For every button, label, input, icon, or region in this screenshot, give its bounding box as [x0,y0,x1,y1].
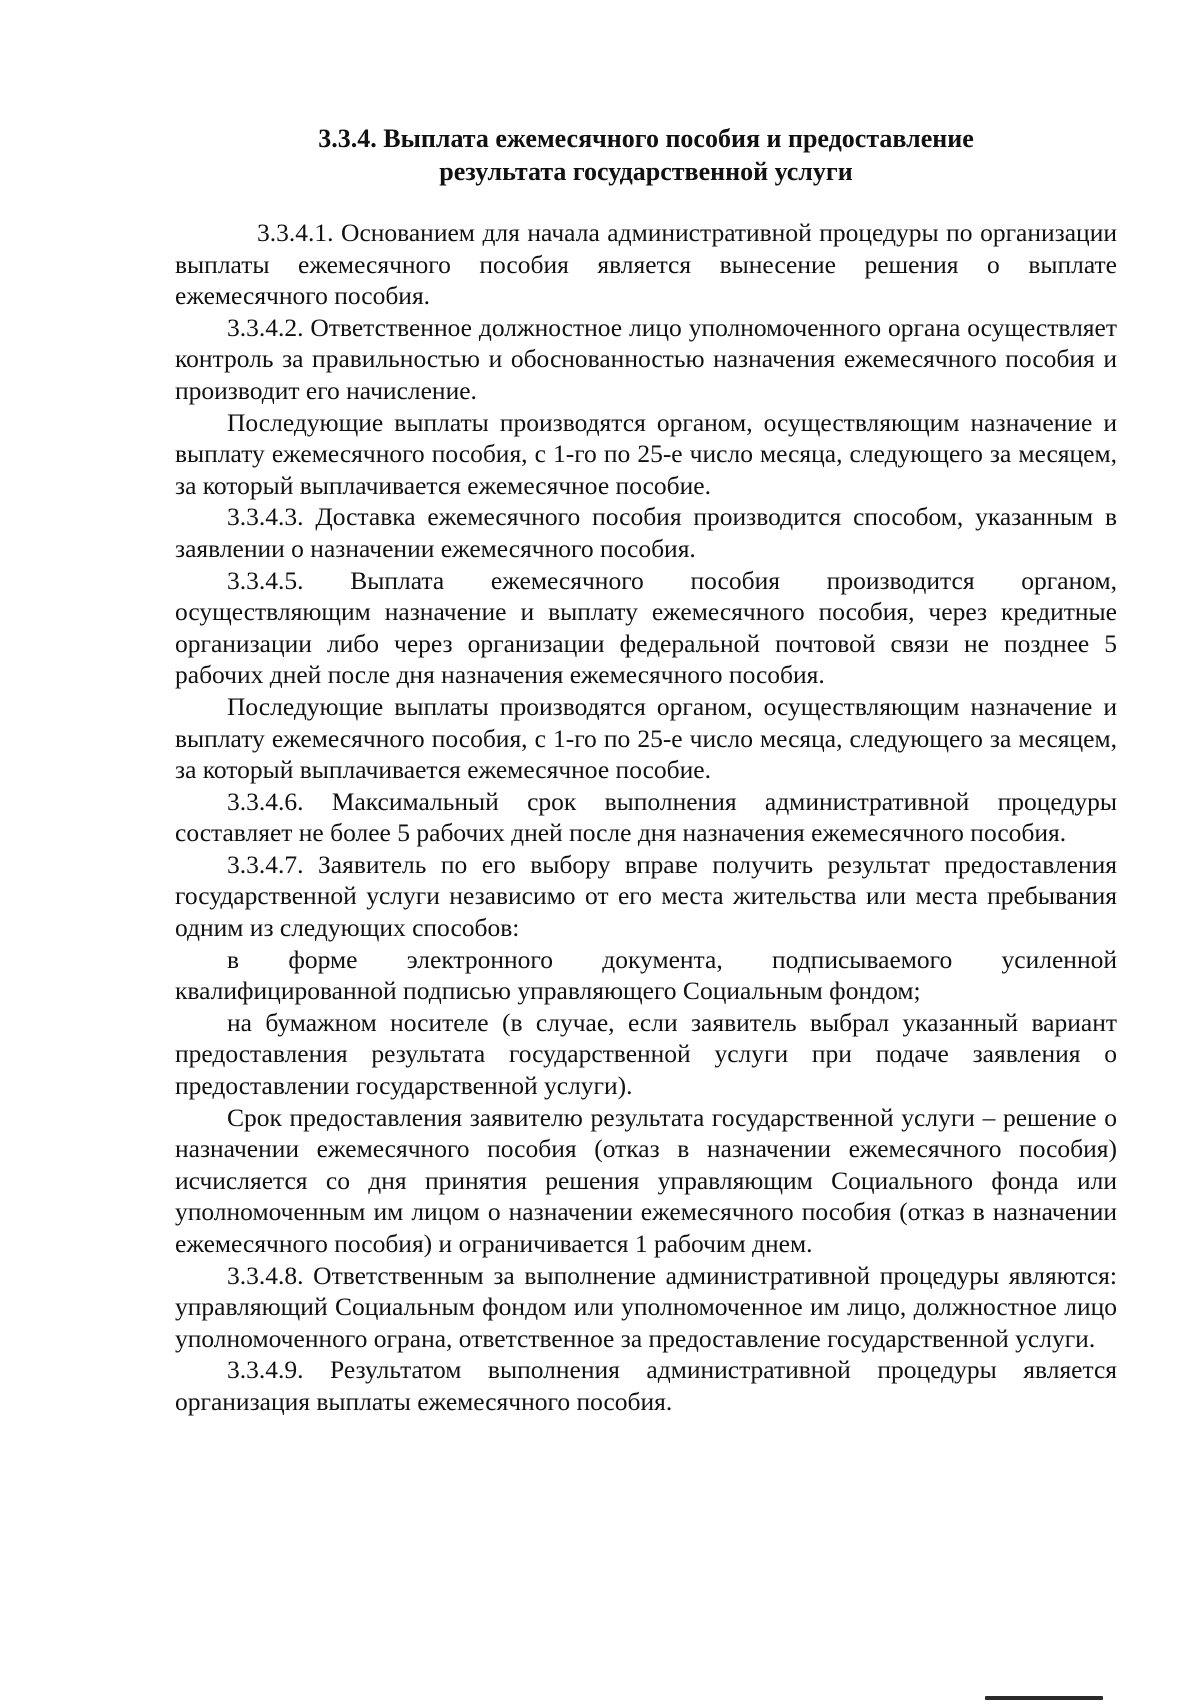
paragraph-3-3-4-2: 3.3.4.2. Ответственное должностное лицо уполномоченного органа осуществляет контроль за правильностью и обоснованностью назначения ежемесячного пособия и производит его начисление. [175,312,1117,405]
paragraph-3-3-4-7: 3.3.4.7. Заявитель по его выбору вправе получить результат предоставления государственной услуги независимо от его места жительства или места пребывания одним из следующих способов: [175,849,1117,943]
document-body [175,217,1117,1418]
paragraph-3-3-4-8: 3.3.4.8. Ответственным за выполнение административной процедуры являются: управляющий Социальным фондом или уполномоченное им лицо, должностное лицо уполномоченного огрaна, ответственное за предоставление государственной услуги. [175,1260,1117,1353]
paragraph-result-deadline: Срок предоставления заявителю результата государственной услуги – решение о назначении ежемесячного пособия (отказ в назначении ежемесячного пособия) исчисляется со дня принятия решения управляющим Социального фонда или уполномоченным им лицом о назначении ежемесячного пособия (отказ в назначении ежемесячного пособия) и ограничивается 1 рабочим днем. [175,1102,1117,1258]
scan-artifact-line [985,1696,1103,1700]
paragraph-electronic-form: в форме электронного документа, подписываемого усиленной квалифицированной подписью управляющего Социальным фондом; [175,944,1117,1006]
paragraph-3-3-4-9: 3.3.4.9. Результатом выполнения административной процедуры является организация выплаты ежемесячного пособия. [175,1355,1117,1416]
paragraph-subsequent-payments-2: Последующие выплаты производятся органом, осуществляющим назначение и выплату ежемесячного пособия, с 1-го по 25-е число месяца, следующего за месяцем, за который выплачивается ежемесячное пособие. [175,691,1117,785]
paragraph-subsequent-payments-1: Последующие выплаты производятся органом, осуществляющим назначение и выплату ежемесячного пособия, с 1-го по 25-е число месяца, следующего за месяцем, за который выплачивается ежемесячное пособие. [175,407,1117,500]
section-heading-line-1: 3.3.4. Выплата ежемесячного пособия и предоставление [318,124,974,153]
section-heading [175,122,1117,188]
paragraph-3-3-4-1: 3.3.4.1. Основанием для начала административной процедуры по организации выплаты ежемесячного пособия является вынесение решения о выплате ежемесячного пособия. [175,218,1117,311]
paragraph-3-3-4-6: 3.3.4.6. Максимальный срок выполнения административной процедуры составляет не более 5 рабочих дней после дня назначения ежемесячного пособия. [175,786,1117,848]
paragraph-3-3-4-3: 3.3.4.3. Доставка ежемесячного пособия производится способом, указанным в заявлении о назначении ежемесячного пособия. [175,502,1117,563]
paragraph-paper-form: на бумажном носителе (в случае, если заявитель выбрал указанный вариант предоставления результата государственной услуги при подаче заявления о предоставлении государственной услуги). [175,1007,1117,1101]
paragraph-3-3-4-5: 3.3.4.5. Выплата ежемесячного пособия производится органом, осуществляющим назначение и выплату ежемесячного пособия, через кредитные организации либо через организации федеральной почтовой связи не позднее 5 рабочих дней после дня назначения ежемесячного пособия. [175,565,1117,690]
section-heading-line-2: результата государственной услуги [439,157,853,186]
